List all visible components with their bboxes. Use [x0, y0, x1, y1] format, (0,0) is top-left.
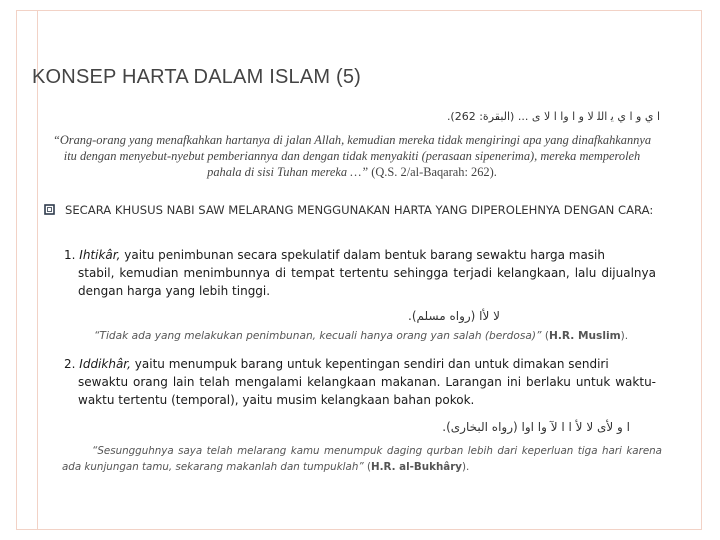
list-item-first-line — [64, 355, 656, 373]
list-item-iddikhar — [64, 355, 656, 409]
hadith-arabic-2: ا و لأى لا لأ ا ا لآ وا اوا (رواه البخارى). — [442, 420, 630, 434]
bullet-text: SECARA KHUSUS NABI SAW MELARANG MENGGUNAKAN HARTA YANG DIPEROLEHNYA DENGAN CARA: — [65, 203, 654, 217]
list-item-number: 1. — [64, 248, 76, 262]
hadith-ref-close: ). — [462, 461, 470, 473]
list-item-text-rest: sewaktu orang lain telah mengalami kelangkaan makanan. Larangan ini berlaku untuk waktu-waktu tertentu (temporal), yaitu musim kelangkaan bahan pokok. — [78, 375, 656, 407]
slide-title: KONSEP HARTA DALAM ISLAM (5) — [32, 66, 362, 88]
list-item-first-line — [64, 246, 656, 264]
hadith-ref-name: H.R. al-Bukhâry — [371, 461, 463, 473]
verse-translation — [46, 132, 658, 180]
verse-reference: (Q.S. 2/al-Baqarah: 262). — [371, 165, 497, 179]
list-item-term: Ihtikâr, — [79, 248, 121, 262]
list-item-text-first: yaitu penimbunan secara spekulatif dalam bentuk barang sewaktu harga masih — [124, 248, 605, 262]
hadith-ref-open: ( — [544, 330, 549, 342]
list-item-number: 2. — [64, 357, 76, 371]
list-item-text-rest: stabil, kemudian menimbunnya di tempat tertentu sehingga terjadi kelangkaan, lalu dijualnya dengan harga yang lebih tinggi. — [78, 266, 656, 298]
verse-arabic: ا ي و ا ي ﻳ ﺍﻟﻠ لا و ا وا ا لا ى ... (البقرة: 262). — [446, 110, 660, 123]
hadith-arabic-1: لا لأا (رواه مسلم). — [408, 309, 500, 323]
list-item-text-first: yaitu menumpuk barang untuk kepentingan sendiri dan untuk dimakan sendiri — [134, 357, 609, 371]
list-item-term: Iddikhâr, — [79, 357, 131, 371]
verse-translation-text: “Orang-orang yang menafkahkan hartanya di jalan Allah, kemudian mereka tidak mengiringi apa yang dinafkahkannya itu dengan menyebut-nyebut pemberiannya dan dengan tidak menyakiti (perasaan sipenerima), mereka memperoleh pahala di sisi Tuhan mereka …” — [52, 133, 652, 179]
hadith-ref-close: ). — [620, 330, 629, 342]
hadith-quote-text: “Tidak ada yang melakukan penimbunan, kecuali hanya orang yan salah (berdosa)” — [94, 330, 542, 342]
list-item-ihtikar — [64, 246, 656, 300]
hollow-square-bullet-icon — [44, 204, 55, 215]
hadith-translation-2 — [62, 443, 662, 475]
hadith-translation-1 — [94, 330, 674, 342]
hadith-quote-text: “Sesungguhnya saya telah melarang kamu menumpuk daging qurban lebih dari keperluan tiga hari karena ada kunjungan tamu, sekarang makanlah dan tumpuklah” — [62, 445, 662, 473]
hadith-ref-name: H.R. Muslim — [548, 330, 621, 342]
hadith-ref-open: ( — [367, 461, 372, 473]
